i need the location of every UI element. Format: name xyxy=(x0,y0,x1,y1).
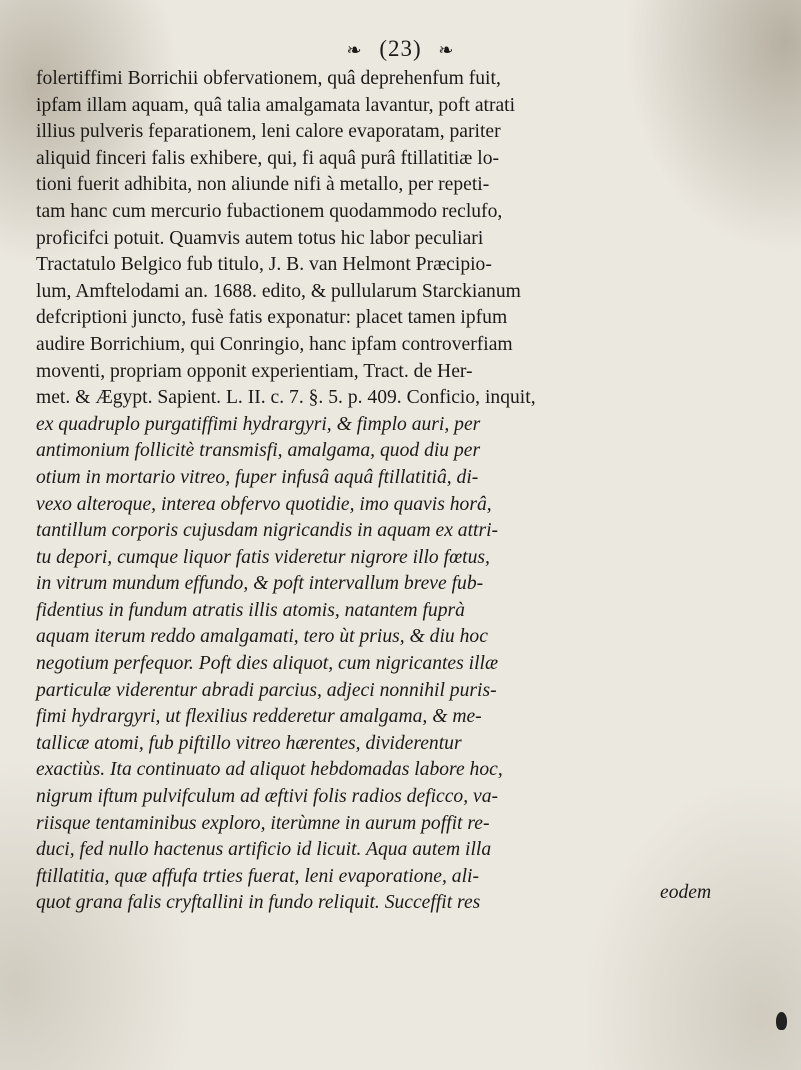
text-line: aliquid finceri falis exhibere, qui, fi aquâ purâ ftillatitiæ lo- xyxy=(36,147,500,169)
text-line: ipfam illam aquam, quâ talia amalgamata lavantur, poft atrati xyxy=(36,94,516,116)
text-line: illius pulveris feparationem, leni calore evaporatam, pariter xyxy=(36,121,501,143)
text-line: otium in mortario vitreo, fuper infusâ aquâ ftillatitiâ, di- xyxy=(36,466,479,488)
text-line: negotium perfequor. Poft dies aliquot, cum nigricantes illæ xyxy=(36,653,499,675)
text-line: fidentius in fundum atratis illis atomis, natantem fuprà xyxy=(36,599,465,621)
page-header xyxy=(0,36,801,62)
catchword: eodem xyxy=(660,882,712,903)
text-line: defcriptioni juncto, fusè fatis exponatur: placet tamen ipfum xyxy=(36,307,508,329)
text-line: tallicæ atomi, fub piftillo vitreo hærentes, dividerentur xyxy=(36,732,462,754)
text-line: aquam iterum reddo amalgamati, tero ùt prius, & diu hoc xyxy=(36,626,488,648)
text-line: nigrum iftum pulvifculum ad æftivi folis radios deficco, va- xyxy=(36,786,499,808)
text-line: lum, Amftelodami an. 1688. edito, & pullularum Starckianum xyxy=(36,280,521,302)
text-line: tu depori, cumque liquor fatis videretur nigrore illo fœtus, xyxy=(36,546,490,568)
text-line: tantillum corporis cujusdam nigricandis in aquam ex attri- xyxy=(36,520,499,542)
ink-blot-icon xyxy=(776,1012,787,1030)
text-line: Tractatulo Belgico fub titulo, J. B. van Helmont Præcipio- xyxy=(36,254,492,276)
text-line: folertiffimi Borrichii obfervationem, quâ deprehenfum fuit, xyxy=(36,68,501,89)
text-line: proficifci potuit. Quamvis autem totus hic labor peculiari xyxy=(36,227,484,249)
text-line: tam hanc cum mercurio fubactionem quodammodo reclufo, xyxy=(36,200,503,222)
text-line: met. & Ægypt. Sapient. L. II. c. 7. §. 5. p. 409. Conficio, inquit, xyxy=(36,387,536,409)
text-line: ftillatitia, quæ affufa trties fuerat, leni evaporatione, ali- xyxy=(36,865,480,887)
ornament-right-icon: ❧ xyxy=(438,40,455,60)
text-line: quot grana falis cryftallini in fundo reliquit. Succeffit res xyxy=(36,892,481,914)
text-line: tioni fuerit adhibita, non aliunde nifi à metallo, per repeti- xyxy=(36,174,490,196)
page-number: (23) xyxy=(379,36,422,61)
text-line: antimonium follicitè transmisfi, amalgama, quod diu per xyxy=(36,440,481,462)
text-line: riisque tentaminibus exploro, iterùmne in aurum poffit re- xyxy=(36,812,490,834)
text-line: particulæ viderentur abradi parcius, adjeci nonnihil puris- xyxy=(36,679,497,701)
text-line: audire Borrichium, qui Conringio, hanc ipfam controverfiam xyxy=(36,333,513,355)
ornament-left-icon: ❧ xyxy=(346,40,363,60)
text-line: in vitrum mundum effundo, & poft intervallum breve fub- xyxy=(36,573,484,595)
text-line: exactiùs. Ita continuato ad aliquot hebdomadas labore hoc, xyxy=(36,759,503,781)
text-line: duci, fed nullo hactenus artificio id licuit. Aqua autem illa xyxy=(36,839,492,861)
text-line: moventi, propriam opponit experientiam, Tract. de Her- xyxy=(36,360,473,382)
body-text xyxy=(36,66,762,917)
text-line: fimi hydrargyri, ut flexilius redderetur amalgama, & me- xyxy=(36,706,482,728)
text-line: ex quadruplo purgatiffimi hydrargyri, & fimplo auri, per xyxy=(36,413,481,435)
text-line: vexo alteroque, interea obfervo quotidie, imo quavis horâ, xyxy=(36,493,492,515)
